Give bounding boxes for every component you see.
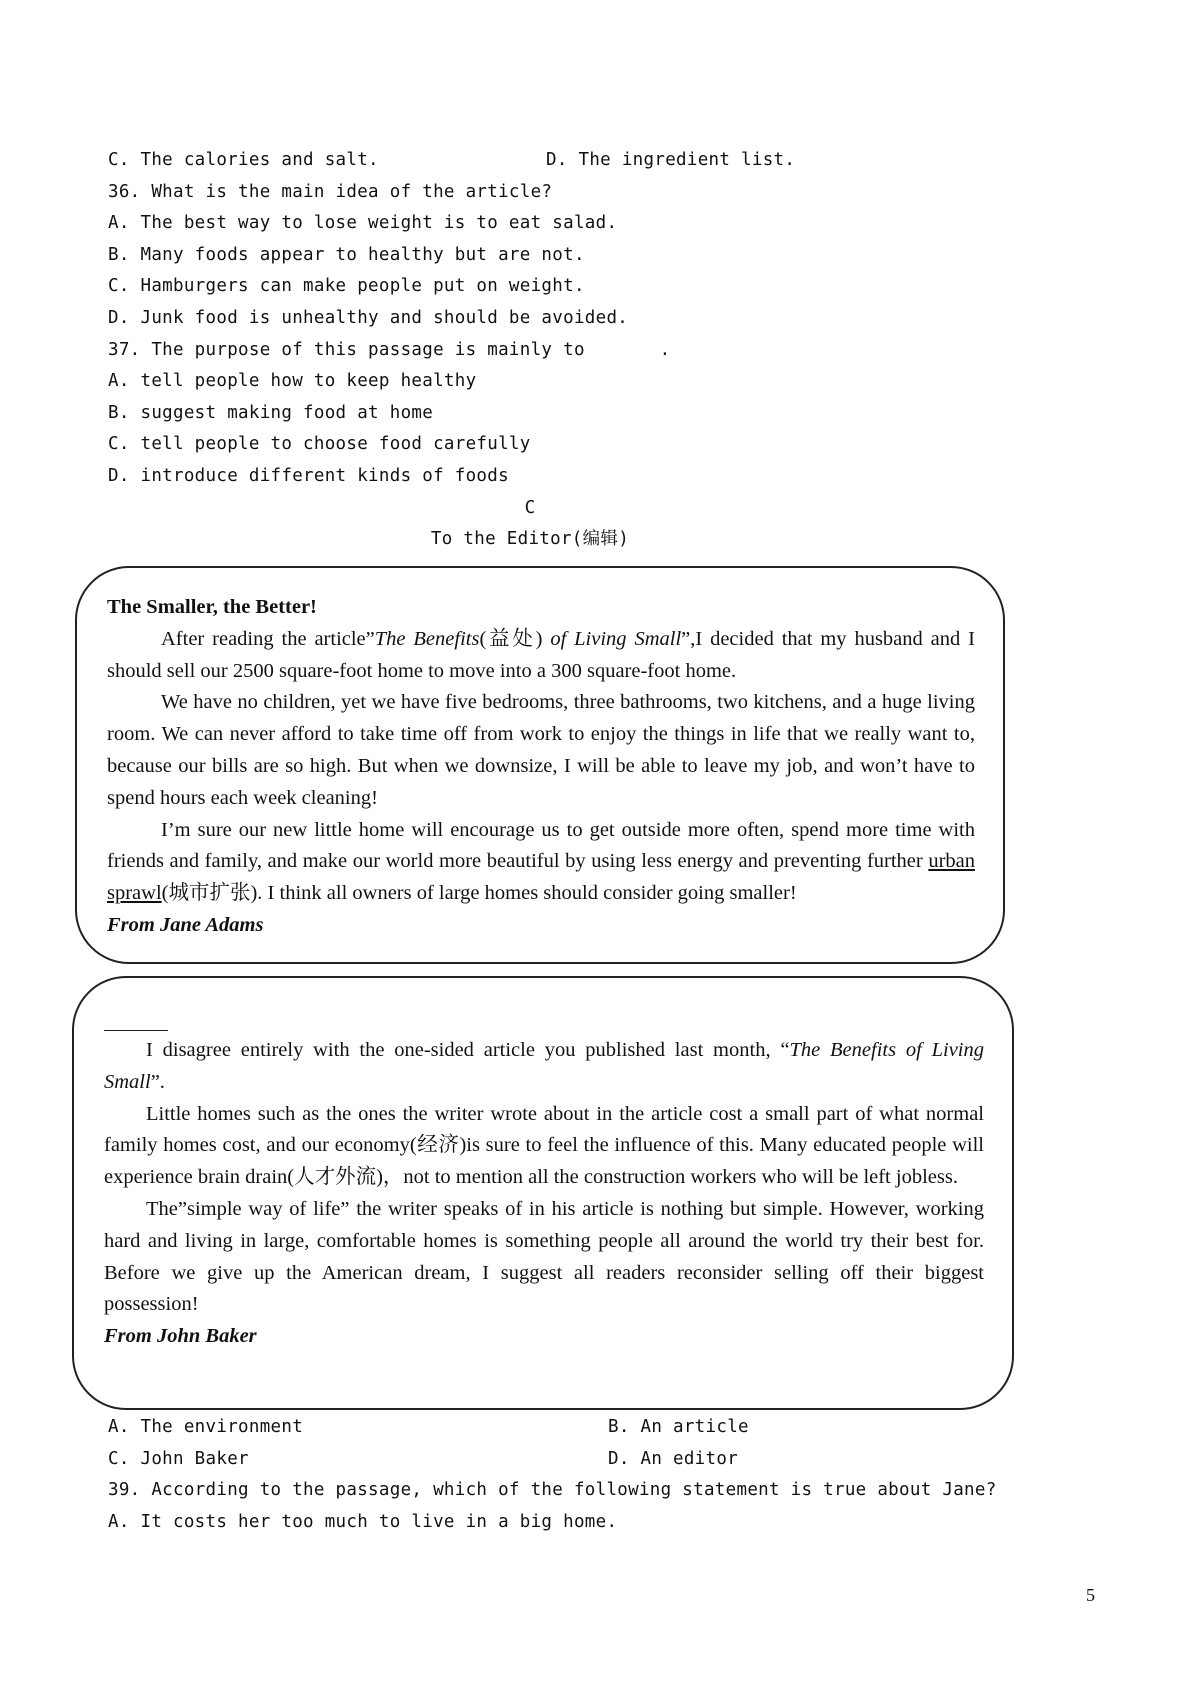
text-run: I disagree entirely with the one-sided article you published last month, “ [146,1039,790,1061]
letter-jane-paragraph-2: We have no children, yet we have five bedrooms, three bathrooms, two kitchens, and a huge living room. We can never afford to take time off from work to enjoy the things in life that we really want to, because our bills are so high. But when we downsize, I will be able to leave my job, and won’t have to spend hours each week cleaning! [107,691,975,809]
q37-option-a: A. tell people how to keep healthy [108,371,477,391]
q39-option-a: A. It costs her too much to live in a big home. [108,1512,618,1532]
letter-john-paragraph-2: Little homes such as the ones the writer wrote about in the article cost a small part of what normal family homes cost, and our economy(经济)is sure to feel the influence of this. Many educated people will experience brain drain(人才外流)，not to mention all the construction workers who will be left jobless. [104,1102,984,1189]
q38-option-b: B. An article [608,1417,749,1437]
letter-box-jane [75,566,1005,964]
option-d-ingredient: D. The ingredient list. [546,150,796,170]
heading-blank [104,1018,168,1031]
section-title: To the Editor(编辑) [430,529,630,549]
letter-jane-heading: The Smaller, the Better! [107,596,317,618]
q36-option-a: A. The best way to lose weight is to eat salad. [108,213,618,233]
q37-option-d: D. introduce different kinds of foods [108,466,509,486]
q37-question-text: 37. The purpose of this passage is mainly to [108,340,596,360]
text-run: ”,I decided that my husband and I should sell our 2500 square-foot home to move into a 300 square-foot home. [107,627,975,682]
q38-option-a: A. The environment [108,1417,304,1437]
q36-option-c: C. Hamburgers can make people put on weight. [108,276,585,296]
text-run: (益处) [479,627,551,650]
text-run: (城市扩张). I think all owners of large homes should consider going smaller! [161,882,797,905]
q36-option-d: D. Junk food is unhealthy and should be avoided. [108,308,629,328]
q38-option-c: C. John Baker [108,1449,249,1469]
text-run: ”. [150,1070,165,1093]
italic-title-run: The Benefits [374,627,480,650]
q37-question-end: . [659,340,671,360]
letter-jane-signature: From Jane Adams [107,913,264,936]
underlined-term: urban sprawl [107,850,975,905]
q38-option-d: D. An editor [608,1449,739,1469]
letter-jane-paragraph-3 [107,815,975,910]
text-run: After reading the article” [161,627,375,650]
text-run: I’m sure our new little home will encourage us to get outside more often, spend more time with friends and family, and make our world more beautiful by using less energy and preventing further [107,818,975,873]
letter-john-signature: From John Baker [104,1325,257,1348]
letter-john-paragraph-3: The”simple way of life” the writer speaks of in his article is nothing but simple. However, working hard and living in large, comfortable homes is something people all around the world try their best for. Before we give up the American dream, I suggest all readers reconsider selling off their biggest possession! [104,1197,984,1316]
q37-option-c: C. tell people to choose food carefully [108,434,531,454]
letter-jane-content [107,592,975,942]
question-37 [108,335,670,365]
q36-option-b: B. Many foods appear to healthy but are not. [108,245,585,265]
q37-option-b: B. suggest making food at home [108,403,434,423]
letter-box-john [72,976,1014,1410]
page-number: 5 [1086,1585,1095,1605]
section-letter: C [524,498,536,518]
letter-jane-paragraph-1 [107,624,975,688]
italic-title-run: of Living Small [550,627,682,650]
option-c-calories: C. The calories and salt. [108,150,379,170]
letter-john-content [104,998,984,1353]
letter-john-paragraph-1 [104,1035,984,1099]
italic-title-run: The Benefits of Living Small [104,1039,985,1093]
question-36: 36. What is the main idea of the article? [108,182,553,202]
question-39: 39. According to the passage, which of the following statement is true about Jane? [108,1480,997,1500]
